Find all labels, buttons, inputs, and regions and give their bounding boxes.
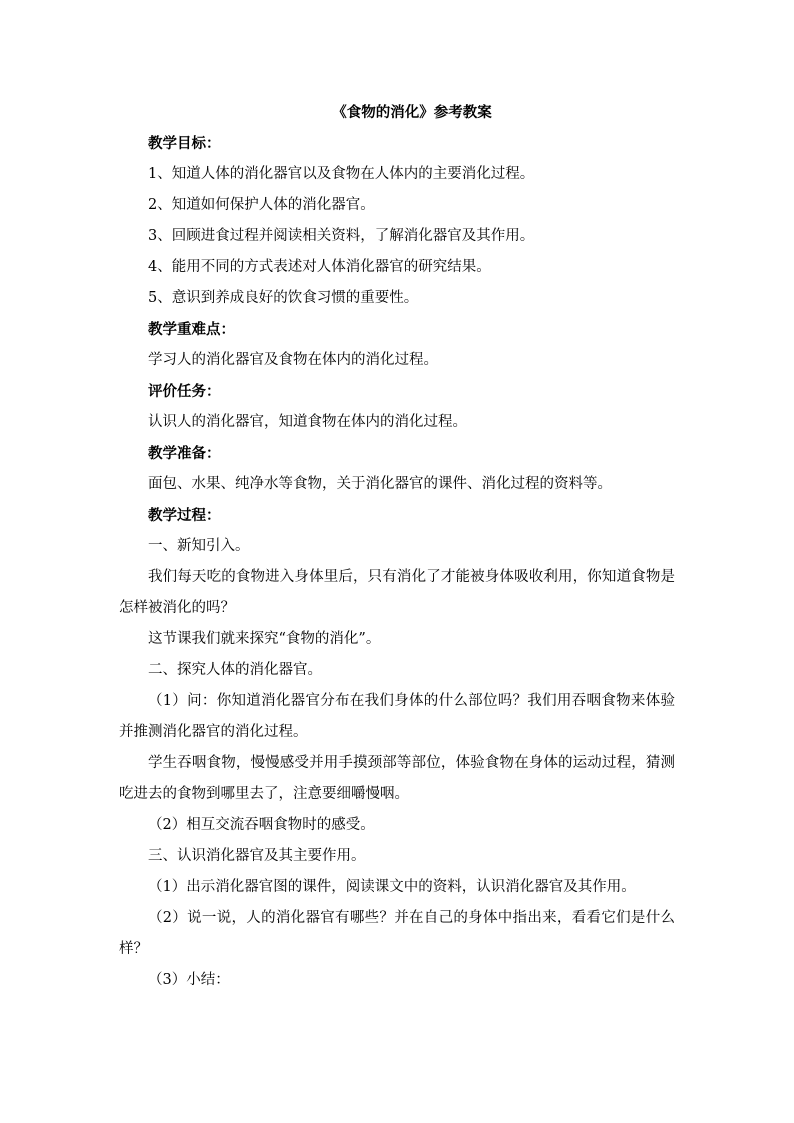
paragraph: （3）小结： — [148, 972, 230, 988]
paragraph: 二、探究人体的消化器官。 — [148, 662, 322, 678]
paragraph: 这节课我们就来探究“食物的消化”。 — [148, 631, 381, 647]
paragraph: 5、意识到养成良好的饮食习惯的重要性。 — [148, 290, 419, 306]
paragraph: 4、能用不同的方式表述对人体消化器官的研究结果。 — [148, 259, 491, 275]
section-heading-key-points: 教学重难点： — [148, 321, 235, 338]
document-body — [119, 97, 675, 996]
section-heading-preparation: 教学准备： — [148, 445, 221, 462]
paragraph: 面包、水果、纯净水等食物，关于消化器官的课件、消化过程的资料等。 — [148, 476, 612, 492]
paragraph: 一、新知引入。 — [148, 538, 250, 554]
section-heading-evaluation: 评价任务： — [148, 383, 221, 400]
paragraph: （2）相互交流吞咽食物时的感受。 — [148, 817, 375, 833]
paragraph: （1）问：你知道消化器官分布在我们身体的什么部位吗？我们用吞咽食物来体验并推测消化器官的消化过程。 — [119, 693, 675, 740]
paragraph: （2）说一说，人的消化器官有哪些？并在自己的身体中指出来，看看它们是什么样？ — [119, 910, 675, 957]
paragraph: 3、回顾进食过程并阅读相关资料，了解消化器官及其作用。 — [148, 228, 535, 244]
paragraph: 2、知道如何保护人体的消化器官。 — [148, 197, 375, 213]
page-title: 《食物的消化》参考教案 — [332, 104, 492, 121]
section-heading-goals: 教学目标： — [148, 135, 221, 152]
section-heading-process: 教学过程： — [148, 507, 221, 524]
paragraph: 三、认识消化器官及其主要作用。 — [148, 848, 366, 864]
paragraph: 学习人的消化器官及食物在体内的消化过程。 — [148, 352, 438, 368]
paragraph: 1、知道人体的消化器官以及食物在人体内的主要消化过程。 — [148, 166, 535, 182]
paragraph: 我们每天吃的食物进入身体里后，只有消化了才能被身体吸收利用，你知道食物是怎样被消化的吗？ — [119, 569, 675, 616]
paragraph: （1）出示消化器官图的课件，阅读课文中的资料，认识消化器官及其作用。 — [148, 879, 636, 895]
paragraph: 认识人的消化器官，知道食物在体内的消化过程。 — [148, 414, 467, 430]
paragraph: 学生吞咽食物，慢慢感受并用手摸颈部等部位，体验食物在身体的运动过程，猜测吃进去的食物到哪里去了，注意要细嚼慢咽。 — [119, 755, 675, 802]
